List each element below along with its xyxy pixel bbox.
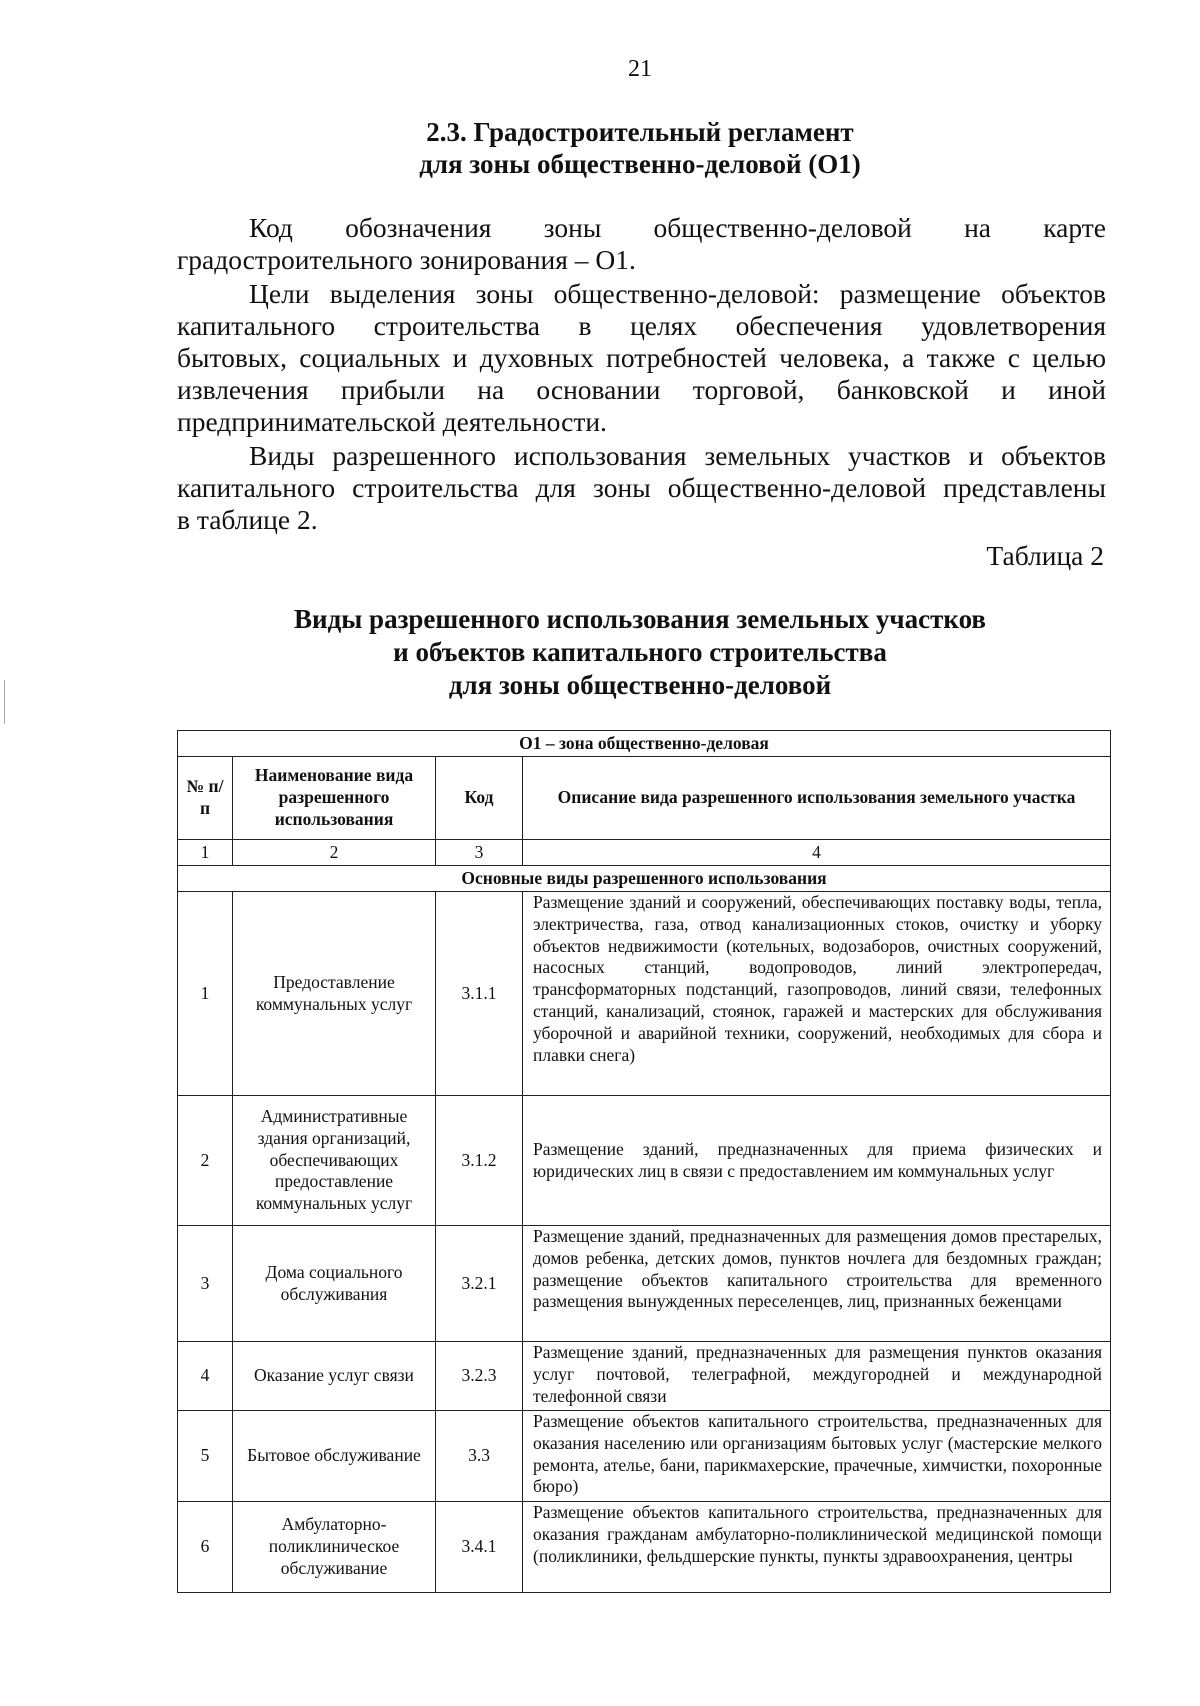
table-row (178, 1096, 1111, 1226)
paragraph-zone-goals (177, 278, 1106, 438)
column-number: 3 (436, 840, 523, 866)
table-title-line: Виды разрешенного использования земельных участков (294, 604, 986, 634)
use-name: Дома социального обслуживания (233, 1226, 436, 1342)
row-number: 6 (178, 1502, 233, 1593)
use-description: Размещение зданий, предназначенных для размещения домов престарелых, домов ребенка, детских домов, пунктов ночлега для бездомных граждан; размещение объектов капитального строительства для временного размещения вынужденных переселенцев, лиц, признанных беженцами (523, 1226, 1111, 1342)
paragraph-line: бытовых, социальных и духовных потребностей человека, а также с целью (177, 342, 1106, 373)
paragraph-line: Цели выделения зоны общественно-деловой: размещение объектов (249, 278, 1106, 309)
paragraph-line: в таблице 2. (177, 504, 318, 535)
row-number: 1 (178, 892, 233, 1096)
table-row (178, 1342, 1111, 1411)
row-number: 4 (178, 1342, 233, 1411)
column-header: Описание вида разрешенного использования земельного участка (523, 757, 1111, 840)
column-number: 1 (178, 840, 233, 866)
scan-margin-mark (4, 680, 5, 724)
column-header: Код (436, 757, 523, 840)
paragraph-table-intro (177, 440, 1106, 536)
section-header: Основные виды разрешенного использования (178, 866, 1111, 892)
table-row (178, 1411, 1111, 1502)
use-code: 3.2.1 (436, 1226, 523, 1342)
row-number: 5 (178, 1411, 233, 1502)
use-description: Размещение зданий, предназначенных для приема физических и юридических лиц в связи с предоставлением им коммунальных услуг (523, 1096, 1111, 1226)
column-header: № п/п (178, 757, 233, 840)
zone-header: О1 – зона общественно-деловая (178, 731, 1111, 757)
row-number: 2 (178, 1096, 233, 1226)
paragraph-line: капитального строительства для зоны общественно-деловой представлены (177, 472, 1106, 503)
section-title-line: 2.3. Градостроительный регламент (426, 117, 854, 147)
table-label: Таблица 2 (986, 540, 1104, 571)
section-title (180, 116, 1100, 180)
page-number: 21 (628, 56, 652, 82)
paragraph-line: предпринимательской деятельности. (177, 406, 607, 437)
use-description: Размещение объектов капитального строительства, предназначенных для оказания населению или организациям бытовых услуг (мастерские мелкого ремонта, ателье, бани, парикмахерские, прачечные, химчистки, похоронные бюро) (523, 1411, 1111, 1502)
table-title (180, 603, 1100, 702)
use-code: 3.3 (436, 1411, 523, 1502)
land-use-table (177, 730, 1111, 1593)
use-name: Административные здания организаций, обеспечивающих предоставление коммунальных услуг (233, 1096, 436, 1226)
use-code: 3.4.1 (436, 1502, 523, 1593)
table-row (178, 892, 1111, 1096)
table-title-line: и объектов капитального строительства (393, 637, 887, 667)
column-number: 4 (523, 840, 1111, 866)
paragraph-line: извлечения прибыли на основании торговой, банковской и иной (177, 374, 1106, 405)
table-row (178, 1502, 1111, 1593)
use-name: Предоставление коммунальных услуг (233, 892, 436, 1096)
table-title-line: для зоны общественно-деловой (448, 670, 832, 700)
paragraph-line: Виды разрешенного использования земельных участков и объектов (249, 440, 1106, 471)
use-code: 3.1.2 (436, 1096, 523, 1226)
paragraph-line: Код обозначения зоны общественно-деловой на карте (249, 212, 1106, 243)
section-title-line: для зоны общественно-деловой (О1) (419, 149, 861, 179)
row-number: 3 (178, 1226, 233, 1342)
use-name: Оказание услуг связи (233, 1342, 436, 1411)
paragraph-line: градостроительного зонирования – О1. (177, 244, 636, 275)
paragraph-line: капитального строительства в целях обеспечения удовлетворения (177, 310, 1106, 341)
use-description: Размещение зданий и сооружений, обеспечивающих поставку воды, тепла, электричества, газа, отвод канализационных стоков, очистку и уборку объектов недвижимости (котельных, водозаборов, очистных сооружений, насосных станций, водопроводов, линий электропередач, трансформаторных подстанций, газопроводов, линий связи, телефонных станций, канализаций, стоянок, гаражей и мастерских для обслуживания уборочной и аварийной техники, сооружений, необходимых для сбора и плавки снега) (523, 892, 1111, 1096)
use-description: Размещение зданий, предназначенных для размещения пунктов оказания услуг почтовой, телеграфной, междугородней и международной телефонной связи (523, 1342, 1111, 1411)
use-name: Амбулаторно-поликлиническое обслуживание (233, 1502, 436, 1593)
use-description: Размещение объектов капитального строительства, предназначенных для оказания гражданам амбулаторно-поликлинической медицинской помощи (поликлиники, фельдшерские пункты, пункты здравоохранения, центры (523, 1502, 1111, 1593)
table-row (178, 1226, 1111, 1342)
use-name: Бытовое обслуживание (233, 1411, 436, 1502)
use-code: 3.1.1 (436, 892, 523, 1096)
column-number: 2 (233, 840, 436, 866)
paragraph-zone-code (177, 212, 1106, 276)
use-code: 3.2.3 (436, 1342, 523, 1411)
column-header: Наименование вида разрешенного использования (233, 757, 436, 840)
